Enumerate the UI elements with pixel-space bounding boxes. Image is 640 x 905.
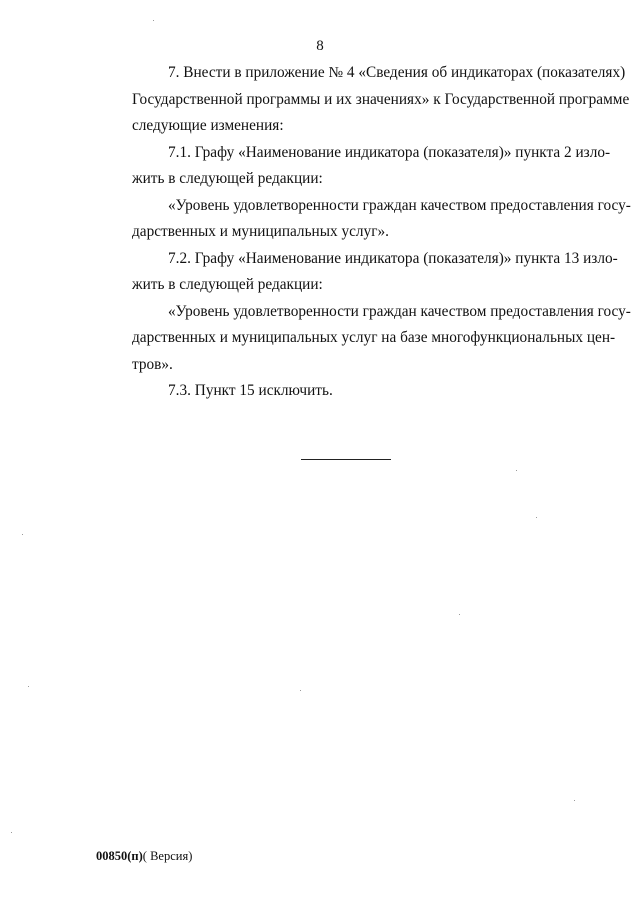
scan-speck [153, 20, 154, 21]
document-version: ( Версия) [142, 849, 193, 863]
scan-speck [11, 832, 12, 833]
paragraph-7-3 [96, 378, 600, 405]
document-code: 00850(п) [96, 849, 143, 863]
scan-speck [536, 517, 537, 518]
paragraph-7 [96, 60, 630, 140]
text-line: Государственной программы и их значениях» к Государственной программе [132, 90, 630, 108]
page-number: 8 [316, 38, 324, 54]
text-line: 7.2. Графу «Наименование индикатора (показателя)» пункта 13 изло- [168, 249, 618, 267]
paragraph-7-2-quote [96, 299, 631, 379]
text-line: 7.3. Пункт 15 исключить. [168, 382, 333, 399]
paragraph-7-1 [96, 140, 611, 193]
text-line: «Уровень удовлетворенности граждан качеством предоставления госу- [168, 196, 631, 214]
scan-speck [300, 690, 301, 691]
text-line: тров». [132, 355, 173, 373]
section-divider [301, 459, 391, 460]
text-line: дарственных и муниципальных услуг». [132, 223, 389, 240]
text-line: жить в следующей редакции: [132, 170, 323, 187]
document-footer [96, 849, 192, 864]
text-line: жить в следующей редакции: [132, 276, 323, 293]
text-line: 7.1. Графу «Наименование индикатора (показателя)» пункта 2 изло- [168, 143, 611, 161]
text-line: дарственных и муниципальных услуг на базе многофункциональных цен- [132, 329, 616, 346]
scan-speck [574, 800, 575, 801]
text-line: «Уровень удовлетворенности граждан качеством предоставления госу- [168, 302, 631, 320]
scan-speck [459, 614, 460, 615]
paragraph-7-1-quote [96, 193, 631, 246]
scan-speck [516, 470, 517, 471]
text-line: следующие изменения: [132, 117, 284, 134]
text-line: 7. Внести в приложение № 4 «Сведения об индикаторах (показателях) [168, 64, 626, 81]
document-body [96, 60, 631, 405]
paragraph-7-2 [96, 246, 618, 299]
scan-speck [22, 534, 23, 535]
scan-speck [28, 686, 29, 687]
